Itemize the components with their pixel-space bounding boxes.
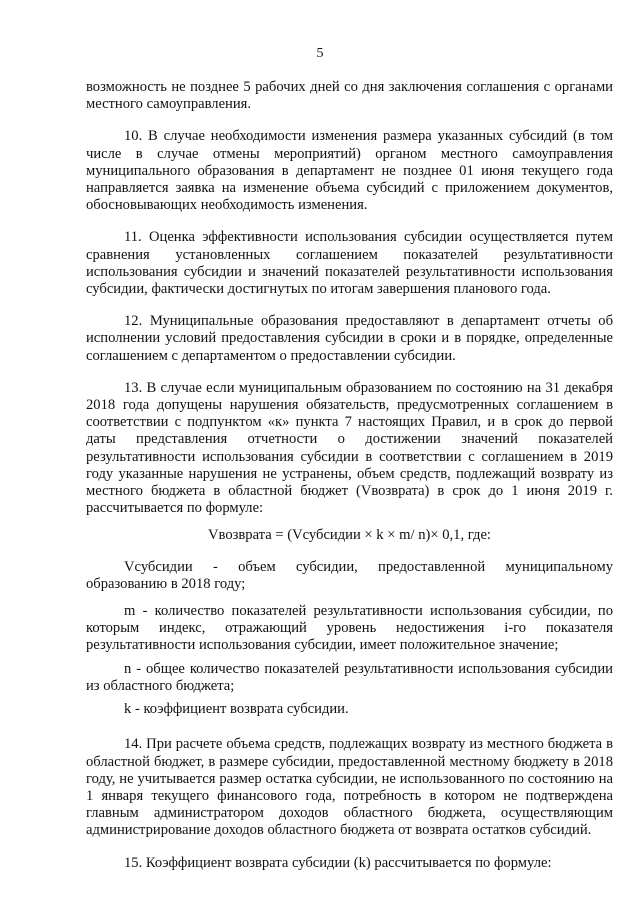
- definition-n: n - общее количество показателей результативности использования субсидии из областного бюджета;: [86, 660, 613, 694]
- paragraph-12: 12. Муниципальные образования предоставляют в департамент отчеты об исполнении условий предоставления субсидии в сроки и в порядке, определенные соглашением с департаментом о предоставлении субсидии.: [86, 313, 613, 364]
- document-body: [86, 79, 613, 872]
- formula-return-volume: Vвозврата = (Vсубсидии × k × m/ n)× 0,1, где:: [208, 527, 491, 544]
- definition-k: k - коэффициент возврата субсидии.: [124, 701, 349, 718]
- page-number: 5: [316, 46, 324, 61]
- paragraph-11: 11. Оценка эффективности использования субсидии осуществляется путем сравнения установленных соглашением показателей результативности использования субсидии и значений показателей результативности использования субсидии, фактически достигнутых по итогам завершения планового года.: [86, 229, 613, 298]
- paragraph-14: 14. При расчете объема средств, подлежащих возврату из местного бюджета в областной бюджет, в размере субсидии, предоставленной местному бюджету в 2018 году, не учитывается размер остатка субсидии, не использованного по состоянию на 1 января текущего финансового года, потребность в котором не подтверждена главным администратором доходов областного бюджета, осуществляющим администрирование доходов областного бюджета от возврата остатков субсидий.: [86, 736, 613, 839]
- paragraph-9-continuation: возможность не позднее 5 рабочих дней со дня заключения соглашения с органами местного самоуправления.: [86, 79, 613, 113]
- paragraph-15: 15. Коэффициент возврата субсидии (k) рассчитывается по формуле:: [124, 854, 552, 871]
- paragraph-10: 10. В случае необходимости изменения размера указанных субсидий (в том числе в случае отмены мероприятий) органом местного самоуправления муниципального образования в департамент не позднее 01 июня текущего года направляется заявка на изменение объема субсидий с приложением документов, обосновывающих необходимость изменения.: [86, 128, 613, 214]
- paragraph-13: 13. В случае если муниципальным образованием по состоянию на 31 декабря 2018 года допущены нарушения обязательств, предусмотренных соглашением в соответствии с подпунктом «к» пункта 7 настоящих Правил, и в срок до первой даты представления отчетности о достижении значений показателей результативности использования субсидии в соответствии с соглашением в 2019 году указанные нарушения не устранены, объем средств, подлежащий возврату из местного бюджета в областной бюджет (Vвозврата) в срок до 1 июня 2019 г. рассчитывается по формуле:: [86, 379, 613, 517]
- definition-m: m - количество показателей результативности использования субсидии, по которым индекс, отражающий уровень недостижения i-го показателя результативности использования субсидии, имеет положительное значение;: [86, 603, 613, 654]
- definition-v-subsidy: Vсубсидии - объем субсидии, предоставленной муниципальному образованию в 2018 году;: [86, 558, 613, 592]
